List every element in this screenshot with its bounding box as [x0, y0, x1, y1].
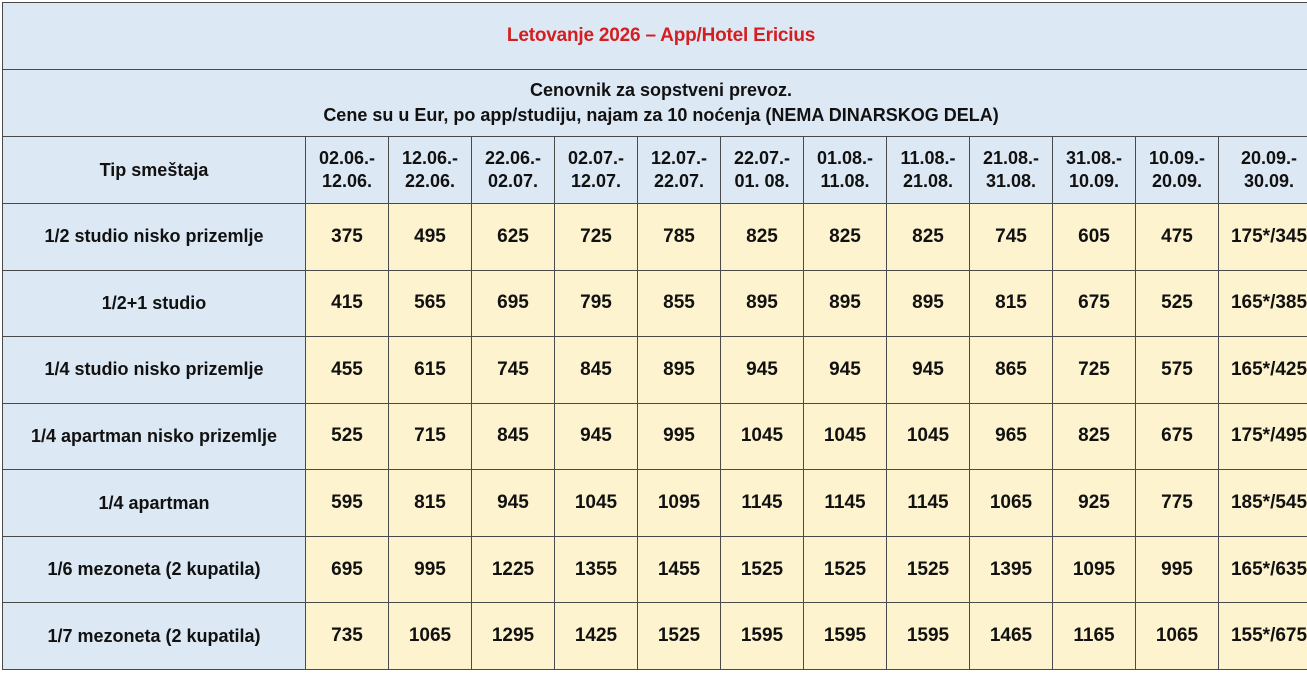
price-cell: 165*/385	[1219, 270, 1307, 337]
price-cell: 1595	[887, 603, 970, 670]
period-to: 12.06.	[321, 171, 373, 191]
price-cell: 945	[804, 337, 887, 404]
price-cell: 815	[970, 270, 1053, 337]
price-cell: 845	[472, 403, 555, 470]
price-cell: 1525	[804, 536, 887, 603]
header-period	[555, 137, 638, 204]
period-from: 31.08.-	[1065, 148, 1123, 168]
period-from: 12.07.-	[650, 148, 708, 168]
accommodation-type: 1/4 apartman	[3, 470, 306, 537]
price-cell: 165*/635	[1219, 536, 1307, 603]
price-cell: 1425	[555, 603, 638, 670]
period-from: 02.07.-	[567, 148, 625, 168]
period-from: 12.06.-	[401, 148, 459, 168]
price-cell: 825	[721, 204, 804, 271]
price-cell: 575	[1136, 337, 1219, 404]
price-cell: 775	[1136, 470, 1219, 537]
table-title: Letovanje 2026 – App/Hotel Ericius	[506, 25, 816, 46]
price-cell: 895	[721, 270, 804, 337]
price-cell: 415	[306, 270, 389, 337]
subtitle-line-1: Cenovnik za sopstveni prevoz.	[529, 80, 793, 100]
price-cell: 1065	[970, 470, 1053, 537]
price-cell: 865	[970, 337, 1053, 404]
price-cell: 455	[306, 337, 389, 404]
accommodation-type: 1/4 apartman nisko prizemlje	[3, 403, 306, 470]
price-cell: 375	[306, 204, 389, 271]
price-cell: 825	[804, 204, 887, 271]
price-cell: 155*/675	[1219, 603, 1307, 670]
header-period	[970, 137, 1053, 204]
price-cell: 1045	[887, 403, 970, 470]
period-to: 10.09.	[1068, 171, 1120, 191]
price-cell: 1525	[721, 536, 804, 603]
table-row	[3, 403, 1307, 470]
price-cell: 825	[887, 204, 970, 271]
price-cell: 735	[306, 603, 389, 670]
period-to: 12.07.	[570, 171, 622, 191]
price-cell: 725	[555, 204, 638, 271]
price-cell: 785	[638, 204, 721, 271]
price-cell: 1355	[555, 536, 638, 603]
price-cell: 695	[306, 536, 389, 603]
table-row	[3, 603, 1307, 670]
period-to: 22.06.	[404, 171, 456, 191]
header-period	[804, 137, 887, 204]
price-cell: 845	[555, 337, 638, 404]
period-to: 31.08.	[985, 171, 1037, 191]
price-table	[2, 2, 1307, 670]
header-period	[1219, 137, 1307, 204]
price-cell: 895	[638, 337, 721, 404]
period-to: 02.07.	[487, 171, 539, 191]
price-cell: 185*/545	[1219, 470, 1307, 537]
header-period	[1053, 137, 1136, 204]
price-cell: 175*/495	[1219, 403, 1307, 470]
price-cell: 1095	[1053, 536, 1136, 603]
accommodation-type: 1/2 studio nisko prizemlje	[3, 204, 306, 271]
price-cell: 795	[555, 270, 638, 337]
header-period	[472, 137, 555, 204]
price-cell: 625	[472, 204, 555, 271]
price-cell: 1525	[887, 536, 970, 603]
table-subtitle-cell	[3, 70, 1307, 137]
period-from: 10.09.-	[1148, 148, 1206, 168]
price-cell: 475	[1136, 204, 1219, 271]
table-row	[3, 470, 1307, 537]
price-cell: 945	[721, 337, 804, 404]
table-row	[3, 204, 1307, 271]
price-cell: 855	[638, 270, 721, 337]
price-cell: 1145	[804, 470, 887, 537]
accommodation-type: 1/4 studio nisko prizemlje	[3, 337, 306, 404]
accommodation-type: 1/7 mezoneta (2 kupatila)	[3, 603, 306, 670]
price-cell: 1065	[389, 603, 472, 670]
accommodation-type: 1/2+1 studio	[3, 270, 306, 337]
price-cell: 925	[1053, 470, 1136, 537]
table-row	[3, 270, 1307, 337]
price-cell: 165*/425	[1219, 337, 1307, 404]
period-from: 22.06.-	[484, 148, 542, 168]
price-cell: 1455	[638, 536, 721, 603]
header-period	[1136, 137, 1219, 204]
period-to: 01. 08.	[734, 171, 790, 191]
price-cell: 175*/345	[1219, 204, 1307, 271]
price-cell: 995	[1136, 536, 1219, 603]
price-cell: 1295	[472, 603, 555, 670]
price-cell: 695	[472, 270, 555, 337]
price-cell: 945	[887, 337, 970, 404]
price-cell: 1095	[638, 470, 721, 537]
price-cell: 1395	[970, 536, 1053, 603]
period-from: 22.07.-	[733, 148, 791, 168]
header-period	[887, 137, 970, 204]
table-row	[3, 536, 1307, 603]
header-type: Tip smeštaja	[3, 137, 306, 204]
period-from: 20.09.-	[1241, 148, 1298, 168]
accommodation-type: 1/6 mezoneta (2 kupatila)	[3, 536, 306, 603]
price-cell: 615	[389, 337, 472, 404]
price-cell: 1045	[555, 470, 638, 537]
price-cell: 725	[1053, 337, 1136, 404]
price-cell: 895	[887, 270, 970, 337]
price-cell: 1045	[804, 403, 887, 470]
price-cell: 1145	[887, 470, 970, 537]
subtitle-line-2: Cene su u Eur, po app/studiju, najam za 10 noćenja (NEMA DINARSKOG DELA)	[323, 105, 999, 125]
price-cell: 1225	[472, 536, 555, 603]
price-cell: 745	[472, 337, 555, 404]
price-cell: 1145	[721, 470, 804, 537]
header-period	[389, 137, 472, 204]
period-to: 20.09.	[1151, 171, 1203, 191]
price-cell: 965	[970, 403, 1053, 470]
price-cell: 945	[472, 470, 555, 537]
header-period	[721, 137, 804, 204]
price-cell: 1165	[1053, 603, 1136, 670]
price-cell: 1595	[721, 603, 804, 670]
price-cell: 1045	[721, 403, 804, 470]
price-cell: 1595	[804, 603, 887, 670]
price-cell: 1065	[1136, 603, 1219, 670]
price-cell: 495	[389, 204, 472, 271]
price-cell: 1465	[970, 603, 1053, 670]
price-cell: 825	[1053, 403, 1136, 470]
price-cell: 995	[638, 403, 721, 470]
price-cell: 945	[555, 403, 638, 470]
price-cell: 605	[1053, 204, 1136, 271]
table-row	[3, 337, 1307, 404]
period-from: 11.08.-	[900, 148, 956, 168]
period-to: 30.09.	[1244, 171, 1295, 191]
period-to: 11.08.	[820, 171, 870, 191]
header-period	[306, 137, 389, 204]
price-cell: 675	[1136, 403, 1219, 470]
table-title-cell	[3, 3, 1307, 70]
price-cell: 745	[970, 204, 1053, 271]
price-cell: 895	[804, 270, 887, 337]
period-from: 21.08.-	[982, 148, 1040, 168]
table-body	[3, 204, 1307, 670]
price-cell: 815	[389, 470, 472, 537]
price-cell: 675	[1053, 270, 1136, 337]
price-cell: 1525	[638, 603, 721, 670]
period-from: 02.06.-	[318, 148, 376, 168]
price-cell: 995	[389, 536, 472, 603]
period-from: 01.08.-	[816, 148, 874, 168]
period-to: 22.07.	[653, 171, 705, 191]
price-cell: 595	[306, 470, 389, 537]
price-cell: 565	[389, 270, 472, 337]
period-to: 21.08.	[902, 171, 954, 191]
price-cell: 525	[306, 403, 389, 470]
price-cell: 715	[389, 403, 472, 470]
header-period	[638, 137, 721, 204]
price-cell: 525	[1136, 270, 1219, 337]
